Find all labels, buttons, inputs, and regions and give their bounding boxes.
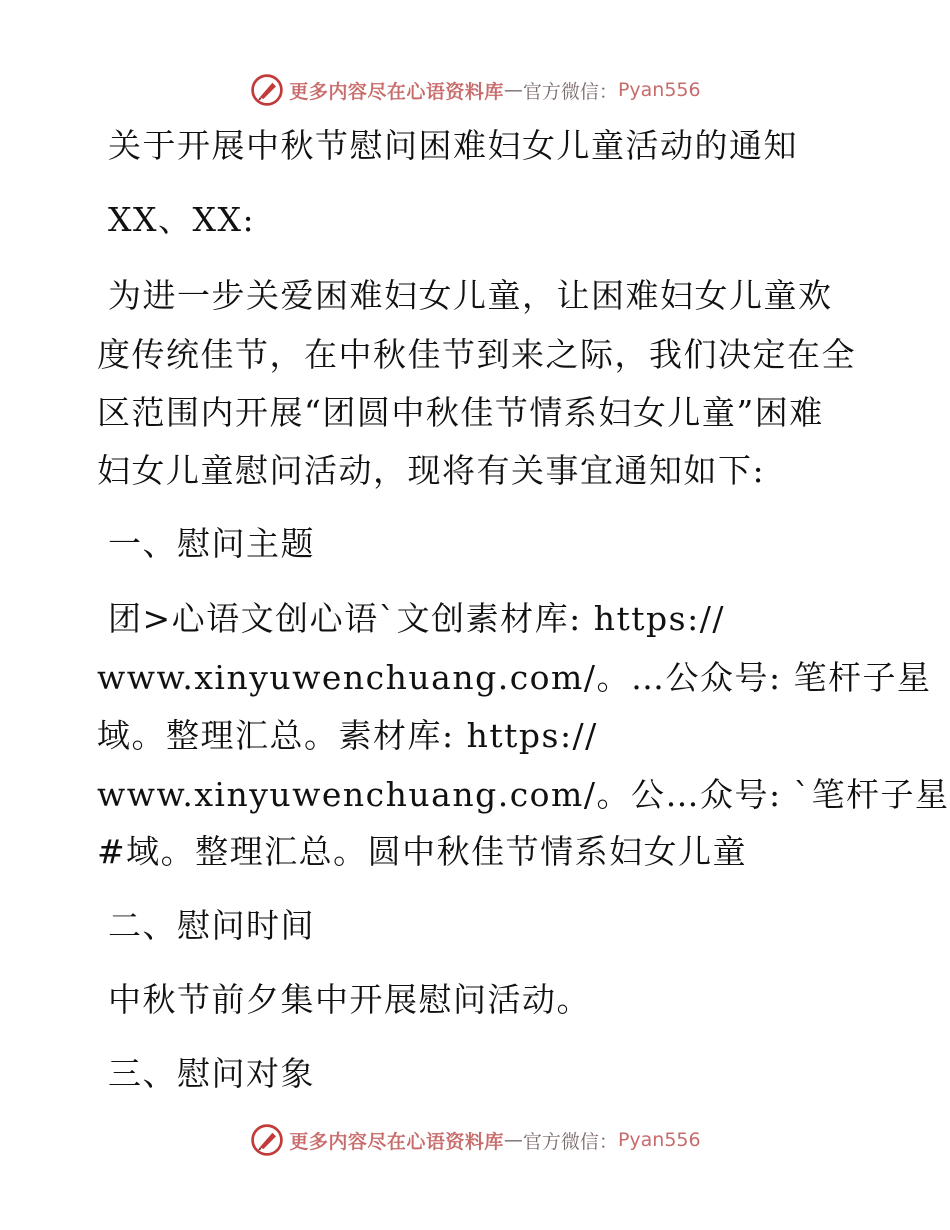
watermark-separator: — xyxy=(503,79,523,101)
section1-line-2: www.xinyuwenchuang.com/。…公众号: 笔杆子星 xyxy=(97,658,932,697)
section3-heading: 三、慰问对象 xyxy=(108,1054,315,1093)
watermark-separator: — xyxy=(503,1129,523,1151)
intro-line-1: 为进一步关爱困难妇女儿童，让困难妇女儿童欢 xyxy=(108,276,833,315)
pen-logo-icon xyxy=(249,72,285,108)
intro-line-3: 区范围内开展“团圆中秋佳节情系妇女儿童”困难 xyxy=(97,393,824,432)
section1-line-1: 团>心语文创心语`文创素材库: https:// xyxy=(108,599,725,638)
section1-heading: 一、慰问主题 xyxy=(108,524,315,563)
watermark-footer xyxy=(0,1120,950,1160)
watermark-header xyxy=(0,70,950,110)
section1-line-3: 域。整理汇总。素材库: https:// xyxy=(97,716,598,755)
section2-heading: 二、慰问时间 xyxy=(108,906,315,945)
watermark-wechat-label: 官方微信： xyxy=(522,1130,618,1153)
watermark-wechat-id: Pyan556 xyxy=(617,1129,701,1151)
watermark-brand: 更多内容尽在心语资料库 xyxy=(289,80,504,103)
watermark-wechat-id: Pyan556 xyxy=(617,79,701,101)
pen-logo-icon xyxy=(249,1122,285,1158)
watermark-wechat-label: 官方微信： xyxy=(522,80,618,103)
intro-line-4: 妇女儿童慰问活动，现将有关事宜通知如下: xyxy=(97,451,766,490)
section2-body: 中秋节前夕集中开展慰问活动。 xyxy=(108,980,591,1019)
section1-line-4: www.xinyuwenchuang.com/。公…众号: `笔杆子星 xyxy=(97,775,950,814)
section1-line-5: #域。整理汇总。圆中秋佳节情系妇女儿童 xyxy=(97,832,748,871)
watermark-brand: 更多内容尽在心语资料库 xyxy=(289,1130,504,1153)
document-title: 关于开展中秋节慰问困难妇女儿童活动的通知 xyxy=(108,126,798,165)
intro-line-2: 度传统佳节，在中秋佳节到来之际，我们决定在全 xyxy=(97,335,856,374)
salutation: XX、XX: xyxy=(108,200,256,239)
